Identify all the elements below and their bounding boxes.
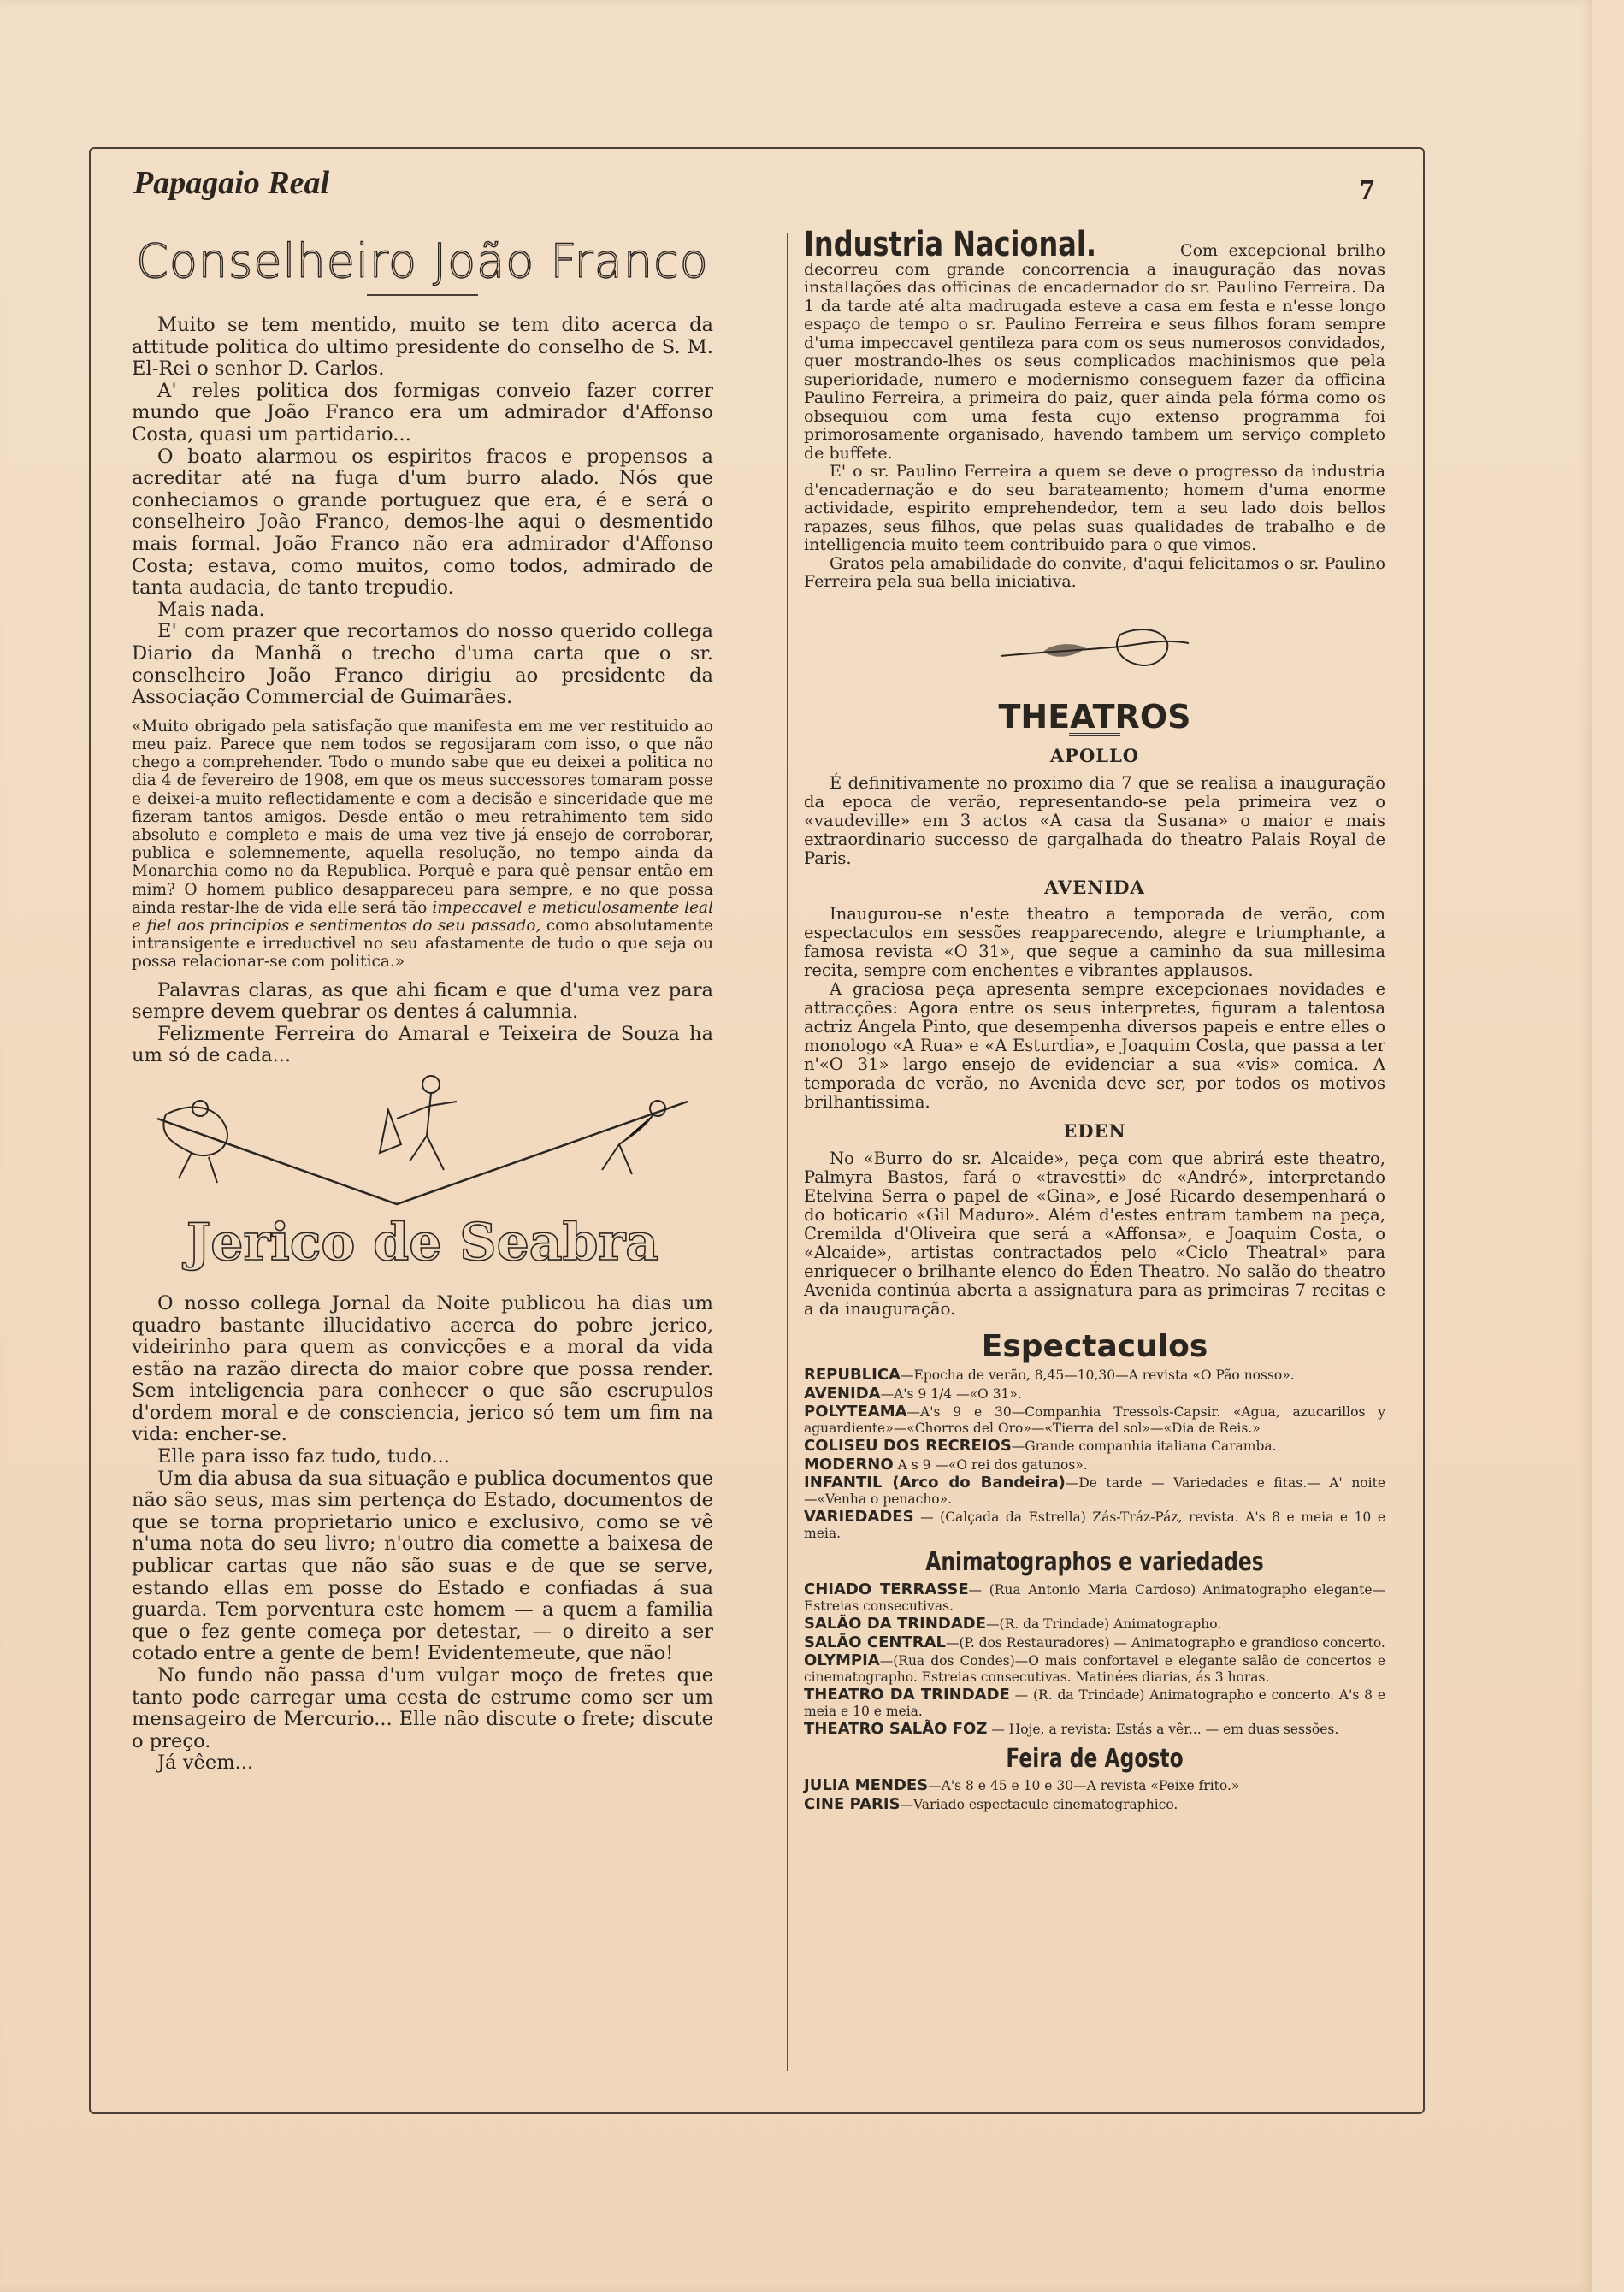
right-column (804, 225, 1385, 1815)
eden-heading: EDEN (1063, 1120, 1126, 1143)
title-rule (367, 294, 478, 296)
avenida-heading: AVENIDA (1044, 876, 1145, 898)
list-item: VARIEDADES — (Calçada da Estrella) Zás-Tráz-Páz, revista. A's 8 e meia e 10 e meia. (804, 1508, 1385, 1541)
paragraph: O boato alarmou os espiritos fracos e propensos a acreditar até na fuga d'um burro alado. Nós que conheciamos o grande portuguez que era, é e será o conselheiro João Franco, demos-lhe aqui o desmentido mais formal. João Franco não era admirador d'Affonso Costa; estava, como muitos, como todos, admirado de tanta audacia, de tanto trepudio. (132, 445, 713, 600)
letter-quote (132, 718, 713, 972)
quote-emphasis: impeccavel e meticulosamente leal e fiel aos principios e sentimentos do seu passado, (132, 898, 713, 935)
list-item: SALÃO DA TRINDADE—(R. da Trindade) Animatographo. (804, 1615, 1222, 1633)
list-item: REPUBLICA—Epocha de verão, 8,45—10,30—A revista «O Pão nosso». (804, 1366, 1295, 1385)
paragraph: Inaugurou-se n'este theatro a temporada de verão, com espectaculos em sessões reapparecendo, alegre e triumphante, a famosa revista «O 31», que segue a caminho da sua millesima recita, sempre com enchentes e vibrantes applausos. (804, 904, 1385, 981)
industria-heading: Industria Nacional. (804, 225, 1096, 264)
quote-text: como absolutamente intransigente e irreductivel no seu afastamente de tudo o que seja ou possa relacionar-se com politica.» (132, 916, 713, 972)
paragraph: Elle para isso faz tudo, tudo... (157, 1445, 450, 1468)
list-item: SALÃO CENTRAL—(P. dos Restauradores) — Animatographo e grandioso concerto. (804, 1633, 1385, 1651)
paragraph: Já vêem... (157, 1751, 254, 1775)
list-item: POLYTEAMA—A's 9 e 30—Companhia Tressols-Capsir. «Agua, azucarillos y aguardiente»—«Chorros del Oro»—«Tierra del sol»—«Dia de Reis.» (804, 1403, 1385, 1436)
paragraph: É definitivamente no proximo dia 7 que se realisa a inauguração da epoca de verão, representando-se pela primeira vez o «vaudeville» em 3 actos «A casa da Susana» o maior e mais extraordinario successo de gargalhada do theatro Palais Royal de Paris. (804, 772, 1385, 868)
list-item: OLYMPIA—(Rua dos Condes)—O mais confortavel e elegante salão de concertos e cinematographo. Estreias consecutivas. Matinées diarias, ás 3 horas. (804, 1651, 1385, 1685)
paragraph: E' o sr. Paulino Ferreira a quem se deve o progresso da industria d'encadernação e do seu barateamento; homem d'uma enorme actividade, espirito emprehendedor, tem a seu lado dois bellos rapazes, seus filhos, que pelas suas qualidades de trabalho e de intelligencia muito teem contribuido para o que vimos. (804, 462, 1385, 554)
article-title-jerico: Jerico de Seabra (186, 1212, 659, 1273)
list-item: CINE PARIS—Variado espectacule cinematographico. (804, 1794, 1178, 1813)
paragraph: Gratos pela amabilidade do convite, d'aqui felicitamos o sr. Paulino Ferreira pela sua bella iniciativa. (804, 553, 1385, 591)
paragraph: Felizmente Ferreira do Amaral e Teixeira de Souza ha um só de cada... (132, 1022, 713, 1067)
article-body-jerico (132, 1293, 713, 1775)
page-number: 7 (1360, 174, 1374, 206)
feira-list (804, 1778, 1385, 1812)
list-item: MODERNO A s 9 —«O rei dos gatunos». (804, 1455, 1088, 1474)
paragraph: No «Burro do sr. Alcaide», peça com que abrirá este theatro, Palmyra Bastos, fará o «travestti» de «André», interpretando Etelvina Serra o papel de «Gina», e José Ricardo desempenhará o do boticario «Gil Maduro». Além d'estes entram tambem na peça, Cremilda d'Oliveira que será a «Affonsa», e Joaquim Costa, o «Alcaide», artistas contractados pelo «Ciclo Theatral» para enriquecer o brilhante elenco do Éden Theatro. No salão do theatro Avenida continúa aberta a assignatura para as primeiras 7 recitas e a da inauguração. (804, 1148, 1385, 1319)
article-industria (804, 225, 1385, 592)
masthead: Papagaio Real (133, 165, 330, 201)
list-item: COLISEU DOS RECREIOS—Grande companhia italiana Caramba. (804, 1437, 1277, 1456)
article-body-joao-franco (132, 315, 713, 709)
list-item: THEATRO SALÃO FOZ — Hoje, a revista: Estás a vêr... — em duas sessões. (804, 1720, 1339, 1739)
paragraph: E' com prazer que recortamos do nosso querido collega Diario da Manhã o trecho d'uma carta que o sr. conselheiro João Franco dirigiu ao presidente da Associação Commercial de Guimarães. (132, 620, 713, 709)
quote-text: «Muito obrigado pela satisfação que manifesta em me ver restituido ao meu paiz. Parece que nem todos se regosijaram com isso, o que não chego a comprehender. Todo o mundo sabe que eu deixei a politica no dia 4 de fevereiro de 1908, em que os meus successores tomaram posse e deixei-a muito reflectidamente e com a decisão e sinceridade que me fizeram tantos amigos. Desde então o meu retrahimento tem sido absoluto e completo e mais de uma vez tive já ensejo de corroborar, publica e solemnemente, aquella resolução, no tempo ainda da Monarchia como no da Republica. Porquê e para quê pensar então em mim? O homem publico desappareceu para sempre, e no que possa ainda restar-lhe de vida elle será tão (132, 717, 713, 917)
avenida-body (804, 905, 1385, 1112)
apollo-heading: APOLLO (1049, 745, 1140, 767)
paragraph: Mais nada. (157, 598, 265, 621)
espectaculos-heading: Espectaculos (981, 1328, 1208, 1364)
article-title-joao-franco: Conselheiro João Franco (136, 234, 709, 288)
paragraph: Um dia abusa da sua situação e publica documentos que não são seus, mas sim pertença do Estado, documentos de que se torna proprietario unico e exclusivo, como se vê n'uma nota do seu livro; n'outro dia comette a baixesa de publicar cartas que não são suas e de que se serve, estando ellas em posse do Estado e confiadas á sua guarda. Tem porventura este homem — a quem a familia que o fez gente começa por detestar, — o direito a ser cotado entre a gente de bem! Evidentemeute, que não! (132, 1467, 713, 1665)
list-item: INFANTIL (Arco do Bandeira)—De tarde — Variedades e fitas.— A' noite —«Venha o penacho». (804, 1474, 1385, 1507)
feira-heading: Feira de Agosto (1006, 1743, 1184, 1774)
cartoon-illustration (140, 1067, 705, 1213)
paragraph: A' reles politica dos formigas conveio fazer correr mundo que João Franco era um admirador d'Affonso Costa, quasi um partidario... (132, 379, 713, 446)
espectaculos-list (804, 1368, 1385, 1541)
list-item: THEATRO DA TRINDADE — (R. da Trindade) Animatographo e concerto. A's 8 e meia e 10 e meia. (804, 1686, 1385, 1719)
ornament-illustration (992, 617, 1197, 686)
left-column (132, 236, 713, 1775)
theatros-heading: THEATROS (998, 697, 1191, 735)
paragraph: O nosso collega Jornal da Noite publicou ha dias um quadro bastante illucidativo acerca do pobre jerico, videirinho para quem as convicções e a moral da vida estão na razão directa do maior cobre que possa render. Sem inteligencia para conhecer o que são escrupulos d'ordem moral e de consciencia, jerico só tem um fim na vida: encher-se. (132, 1291, 713, 1446)
paragraph: Com excepcional brilho decorreu com grande concorrencia a inauguração das novas installações das officinas de encadernador do sr. Paulino Ferreira. Da 1 da tarde até alta madrugada esteve a casa em festa e n'esse longo espaço de tempo o sr. Paulino Ferreira e seus filhos foram sempre d'uma impeccavel gentileza para com os seus numerosos convidados, quer mostrando-lhes os seus complicados machinismos que pela superioridade, numero e modernismo conseguem fazer da officina Paulino Ferreira, a primeira do paiz, quer ainda pela fórma como os obsequiou com uma festa cujo extenso programma foi primorosamente organisado, havendo tambem um serviço completo de buffete. (804, 241, 1385, 463)
paragraph: A graciosa peça apresenta sempre excepcionaes novidades e attracções: Agora entre os seus interpretes, figuram a talentosa actriz Angela Pinto, que desempenha diversos papeis e entre elles o monologo «A Rua» e «A Esturdia», e Joaquim Costa, que passa a ter n'«O 31» largo ensejo de evidenciar a sua «vis» comica. A temporada de verão, no Avenida deve ser, por todos os motivos brilhantissima. (804, 979, 1385, 1113)
paragraph: Palavras claras, as que ahi ficam e que d'uma vez para sempre devem quebrar os dentes á calumnia. (132, 978, 713, 1024)
list-item: CHIADO TERRASSE— (Rua Antonio Maria Cardoso) Animatographo elegante—Estreias consecutivas. (804, 1580, 1385, 1614)
paragraph: Muito se tem mentido, muito se tem dito acerca da attitude politica do ultimo presidente do conselho de S. M. El-Rei o senhor D. Carlos. (132, 314, 713, 381)
animatographos-list (804, 1582, 1385, 1738)
list-item: JULIA MENDES—A's 8 e 45 e 10 e 30—A revista «Peixe frito.» (804, 1776, 1240, 1795)
paragraph: No fundo não passa d'um vulgar moço de fretes que tanto pode carregar uma cesta de estrume como ser um mensageiro de Mercurio... Elle não discute o frete; discute o preço. (132, 1664, 713, 1752)
list-item: AVENIDA—A's 9 1/4 —«O 31». (804, 1384, 1022, 1403)
animatographos-heading: Animatographos e variedades (925, 1547, 1264, 1578)
column-divider (787, 233, 788, 2071)
